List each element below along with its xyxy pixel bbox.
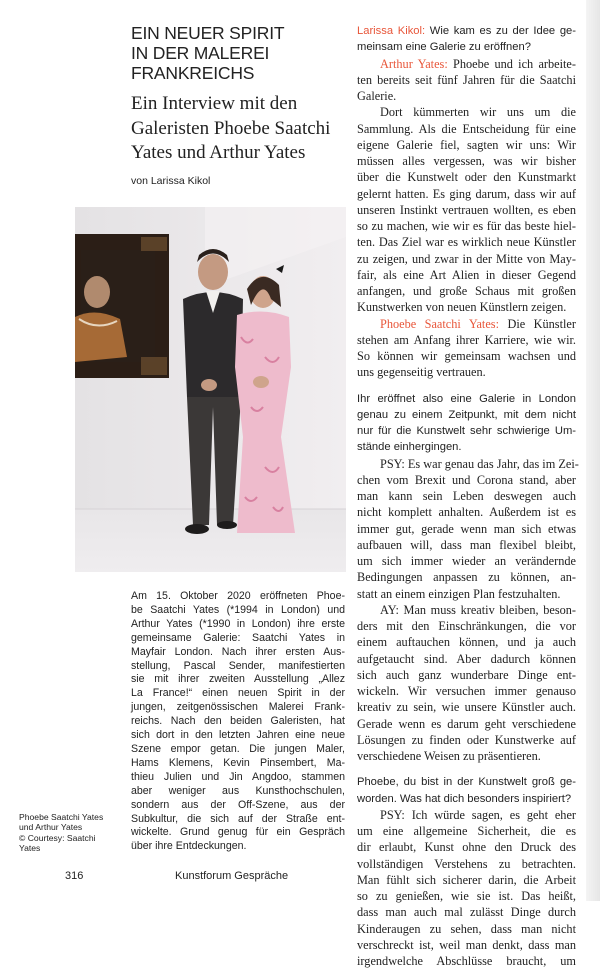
photo-caption	[19, 812, 119, 854]
answer-line: Kinderaugen zu sehen, dass man nicht	[357, 921, 576, 936]
answer-line: vollständigen Verstehens zu betrachten.	[357, 856, 576, 871]
answer-line: unseren Instinkt vertrauen wollten, es eben	[357, 202, 576, 217]
speaker-label: Larissa Kikol:	[357, 25, 426, 37]
article-subtitle	[131, 92, 351, 166]
answer-line: eigene Galerie fiel, sagten wir uns: Wir	[357, 137, 576, 152]
answer-line: Kunstwerken von neuen Künstlern zeigen.	[357, 300, 567, 315]
answer-line	[357, 56, 576, 72]
answer-line: kreativ zu sein, wie unsere Künstler auch.	[357, 700, 576, 715]
subtitle-line: Galeristen Phoebe Saatchi	[131, 117, 331, 139]
kicker-line: FRANKREICHS	[131, 63, 255, 83]
answer-text: Phoebe und ich arbeite-	[447, 56, 576, 71]
byline: von Larissa Kikol	[131, 175, 211, 187]
subtitle-line: Yates und Arthur Yates	[131, 142, 306, 163]
answer-line: Dort kümmerten wir uns um die	[380, 105, 576, 120]
intro-line: Am 15. Oktober 2020 eröffneten Phoe-	[131, 590, 345, 602]
answer-line: anfangen, und große Schaus mit großen	[357, 284, 576, 298]
answer-line: müssen alles vergessen, was wir bisher	[357, 154, 576, 168]
intro-line: reichs. Nach den beiden Galeristen, hat	[131, 715, 345, 728]
answer-line: aufgetaucht sind. Aber dadurch können	[357, 651, 576, 666]
answer-line: PSY: Ich würde sagen, es geht eher	[380, 807, 576, 822]
intro-line: wickelte. Grund genug für ein Gespräch	[131, 826, 345, 839]
answer-line: aufbauen will, dass man flexibel bleibt,	[357, 537, 576, 552]
page-number: 316	[65, 870, 84, 882]
caption-line: und Arthur Yates	[19, 822, 83, 833]
intro-line: über ihre Entdeckungen.	[131, 840, 247, 853]
answer-line: chen vom Brexit und Corona stand, aber	[357, 472, 576, 487]
answer-line: Bedingungen anpassen zu können, an-	[357, 570, 576, 585]
intro-line: La France!“ einen neuen Spirit in der	[131, 687, 345, 700]
answer-line: dass man auch mal zulässt Dinge durch	[357, 905, 576, 920]
intro-line: gemeinsame Galerie: Saatchi Yates in	[131, 631, 345, 644]
question-text: Wie kam es zu der Idee ge-	[425, 25, 577, 37]
answer-line: verschreckt ist, weil man denkt, dass man	[357, 937, 576, 952]
intro-line: thieu Julien und Jin Angdoo, stammen	[131, 770, 345, 783]
answer-line: Gerade wenn es darum geht verschiedene	[357, 716, 576, 731]
answer-line: uns gegenseitig vertrauen.	[357, 365, 486, 380]
question-line: worden. Was hat dich besonders inspiriert?	[357, 792, 572, 805]
answer-line: man kann sein Leben deswegen auch	[357, 489, 576, 503]
answer-line: fair, als eine Art Alien in dieser Gegend	[357, 267, 576, 282]
interview-column	[357, 23, 579, 969]
question-line: nur für die Kunstwelt sehr schwierige Um-	[357, 425, 576, 437]
answer-line: Lösungen zu finden oder Kunstwerke auf	[357, 732, 576, 747]
intro-line: Subkultur, die sich auf der Straße ent-	[131, 812, 345, 825]
intro-line: aber weniger aus Kunsthochschulen,	[131, 784, 345, 797]
answer-line: nicht komplett anhalten. Außerdem ist es	[357, 505, 576, 520]
question-line	[357, 23, 576, 39]
question-line: Ihr eröffnet also eine Galerie in London	[357, 392, 576, 405]
subtitle-line: Ein Interview mit den	[131, 93, 298, 114]
kicker-line: EIN NEUER SPIRIT	[131, 23, 285, 43]
answer-line: so zu machen, wie wir es für das beste hiel-	[357, 219, 576, 233]
kicker-line: IN DER MALEREI	[131, 43, 270, 63]
intro-line: Hams Klemens, Kevin Pinsembert, Ma-	[131, 756, 345, 769]
answer-line: ten. Das Ziel war es wirklich neue Künstler	[357, 235, 576, 250]
answer-line: Sammlung. Als die Entscheidung für eine	[357, 121, 576, 136]
portrait-photo	[75, 207, 346, 572]
intro-line: Arthur Yates (*1990 in London) ihre erste	[131, 617, 345, 630]
question-line: stände einhergingen.	[357, 441, 462, 454]
intro-line: Szene empor getan. Die jungen Maler,	[131, 742, 345, 755]
answer-line: immer gut, gerade wenn man sich etwas	[357, 521, 576, 536]
intro-line: sich dort in den letzten Jahren eine neue	[131, 729, 345, 742]
intro-line: Mayfair London. Nach ihrer ersten Aus-	[131, 645, 345, 658]
answer-line: stehen am Anfang ihrer Karriere, wie wir.	[357, 332, 576, 347]
answer-line: PSY: Es war genau das Jahr, das im Zei-	[380, 456, 579, 471]
answer-line: wickeln. Wir versuchen immer genauso	[357, 684, 576, 698]
answer-line	[357, 316, 576, 332]
question-line: genau zu einem Zeitpunkt, mit dem nicht	[357, 408, 576, 421]
intro-line: sondern aus der Off-Szene, aus der	[131, 798, 345, 811]
answer-line: sich auch ganz wunderbare Dinge ent-	[357, 667, 576, 682]
answer-line: über die Kunstwelt oder den Kunstmarkt	[357, 170, 576, 185]
running-footer: Kunstforum Gespräche	[175, 870, 289, 882]
intro-paragraph	[131, 590, 345, 854]
answer-line: Man fühlt sich sicherer darin, die Arbeit	[357, 872, 576, 887]
answer-line: so zu genießen, wie sie ist. Das heißt,	[357, 889, 576, 903]
answer-line: ders mit den Einschränkungen, die vor	[357, 619, 576, 633]
question-line: meinsam eine Galerie zu eröffnen?	[357, 41, 531, 54]
answer-text: Die Künstler	[499, 316, 576, 331]
article-kicker	[131, 23, 346, 83]
intro-line: stellung, Pascal Sender, manifestierten	[131, 659, 345, 672]
answer-line: So können wir gemeinsam wachsen und	[357, 349, 576, 363]
caption-line: Yates	[19, 843, 41, 854]
portrait-photo-illustration	[75, 207, 346, 572]
answer-line: um eine allgemeine Sicherheit, die es	[357, 824, 576, 838]
speaker-label: Arthur Yates:	[380, 56, 448, 71]
answer-line: gelernt hatten. Es ging darum, dass wir auf	[357, 186, 576, 201]
caption-line: Phoebe Saatchi Yates	[19, 812, 104, 822]
page-edge-shadow	[586, 0, 600, 901]
answer-line: einem auftauchen können, und ja auch	[357, 635, 576, 650]
answer-line: um sich immer wieder an verändernde	[357, 554, 576, 568]
answer-line: statt an einem einzigen Plan festzuhalten.	[357, 586, 561, 601]
intro-line: jungen, zeitgenössischen Malerei Frank-	[131, 701, 345, 714]
answer-line: Galerie.	[357, 89, 397, 103]
caption-line: © Courtesy: Saatchi	[19, 832, 96, 843]
answer-line: verschiedene Weisen zu präsentieren.	[357, 749, 541, 763]
question-line: Phoebe, du bist in der Kunstwelt groß ge-	[357, 776, 576, 789]
speaker-label: Phoebe Saatchi Yates:	[380, 316, 499, 331]
answer-line: ten bereits seit fünf Jahren für die Saatchi	[357, 72, 576, 87]
answer-line: dir erlaubt, Kunst ohne den Druck des	[357, 840, 576, 855]
answer-line: AY: Man muss kreativ bleiben, beson-	[380, 602, 576, 617]
intro-line: be Saatchi Yates (*1994 in London) und	[131, 603, 345, 616]
answer-line: zu zeigen, und zwar in der Mitte von May-	[357, 251, 576, 266]
intro-line: sie mit ihrer zweiten Ausstellung „Allez	[131, 673, 345, 686]
answer-line: irgendwelche Abschlüsse braucht, um	[357, 954, 576, 968]
